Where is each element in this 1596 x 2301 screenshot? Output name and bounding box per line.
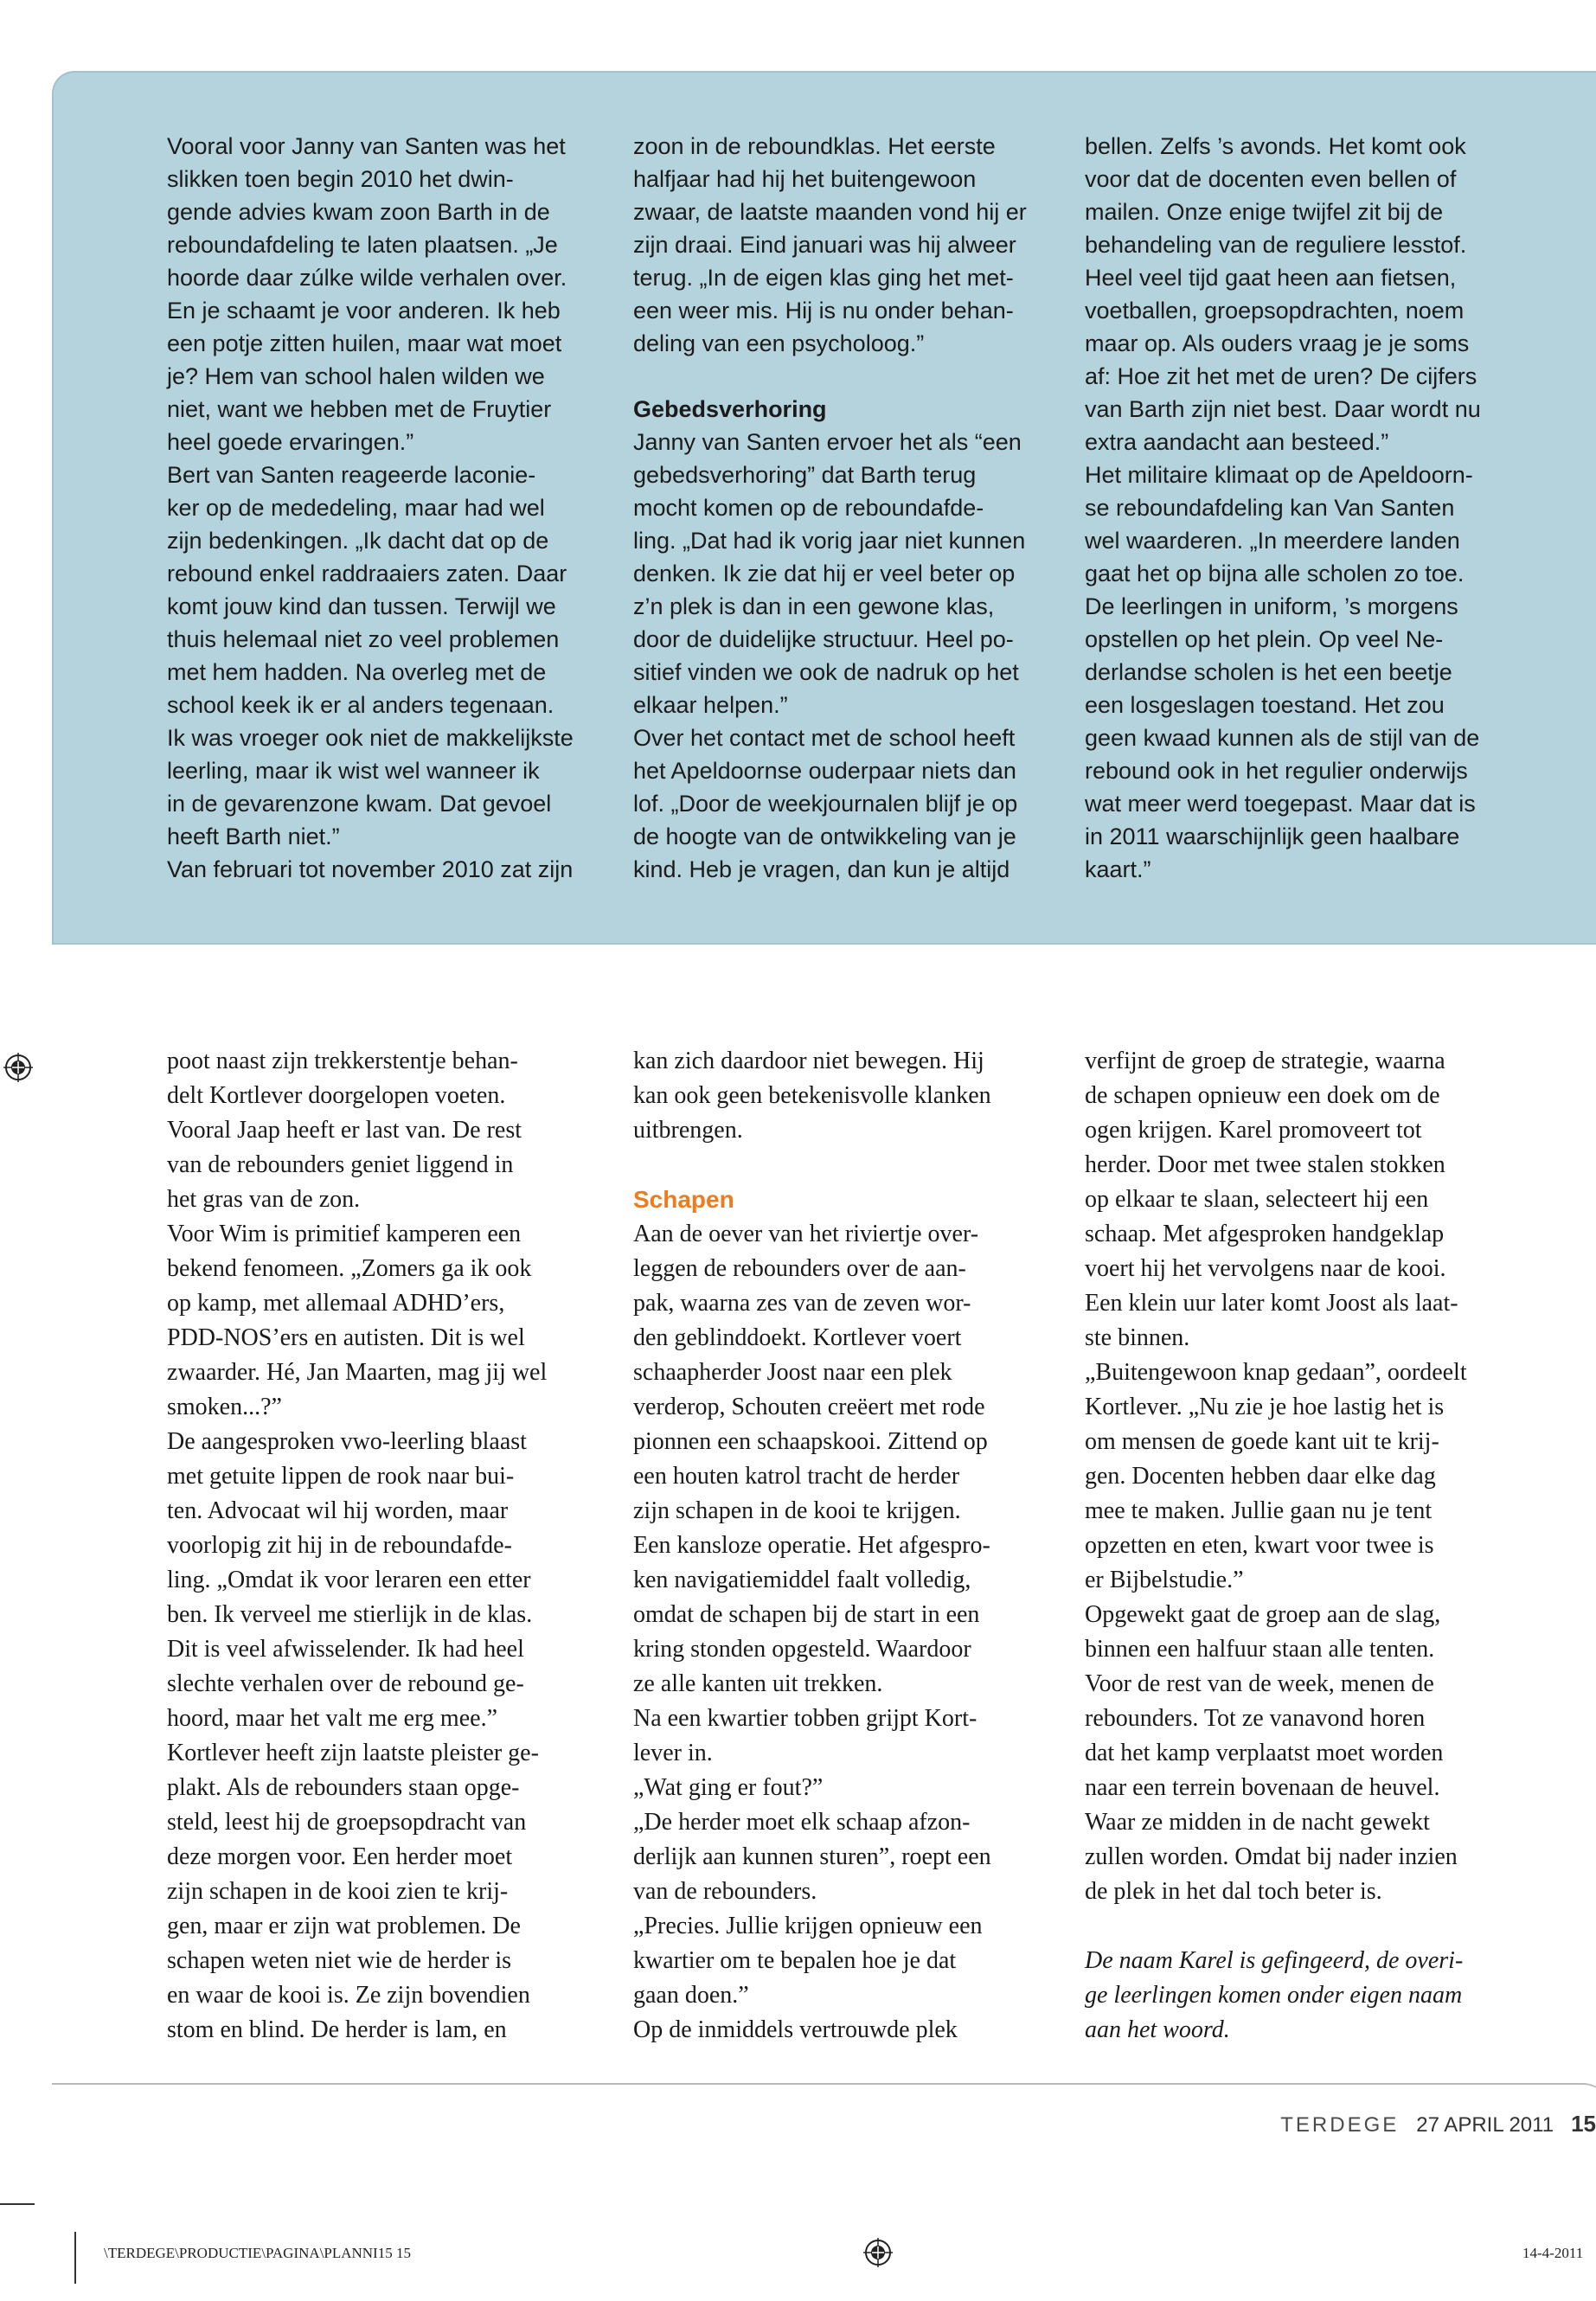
text-line: er Bijbelstudie.” <box>1085 1567 1244 1593</box>
text-line: deze morgen voor. Een herder moet <box>167 1843 513 1870</box>
text-line: gebedsverhoring” dat Barth terug <box>633 462 977 488</box>
text-line: ste binnen. <box>1085 1324 1190 1351</box>
text-line: gende advies kwam zoon Barth in de <box>167 199 550 225</box>
text-line: bellen. Zelfs ’s avonds. Het komt ook <box>1085 133 1466 159</box>
text-line: heel goede ervaringen.” <box>167 429 414 455</box>
text-line: bekend fenomeen. „Zomers ga ik ook <box>167 1255 532 1282</box>
issue-date: 27 APRIL 2011 <box>1416 2113 1554 2137</box>
text-line: gen, maar er zijn wat problemen. De <box>167 1913 521 1939</box>
text-line: halfjaar had hij het buitengewoon <box>633 166 977 192</box>
text-line: kaart.” <box>1085 856 1151 882</box>
text-line: voor dat de docenten even bellen of <box>1085 166 1457 192</box>
registration-mark-icon <box>863 2238 893 2267</box>
text-line: met getuite lippen de rook naar bui- <box>167 1463 515 1490</box>
text-line: schaap. Met afgesproken handgeklap <box>1085 1221 1445 1247</box>
text-line: van de rebounders. <box>633 1878 817 1905</box>
text-line: den geblinddoekt. Kortlever voert <box>633 1324 962 1351</box>
text-line: een losgeslagen toestand. Het zou <box>1085 692 1445 718</box>
text-line: zijn schapen in de kooi te krijgen. <box>633 1497 961 1524</box>
text-line: pionnen een schaapskooi. Zittend op <box>633 1428 988 1455</box>
print-slug-date: 14-4-2011 <box>1522 2245 1584 2261</box>
text-line: „Wat ging er fout?” <box>633 1774 824 1801</box>
text-line: opzetten en eten, kwart voor twee is <box>1085 1532 1434 1559</box>
article-column-2-text-b <box>633 1217 1066 2048</box>
text-line: ling. „Dat had ik vorig jaar niet kunnen <box>633 528 1026 554</box>
text-line: Vooral voor Janny van Santen was het <box>167 133 566 159</box>
article-column-2 <box>633 1044 1066 2048</box>
text-line: op kamp, met allemaal ADHD’ers, <box>167 1290 505 1317</box>
text-line: se reboundafdeling kan Van Santen <box>1085 495 1455 521</box>
text-line: „De herder moet elk schaap afzon- <box>633 1809 971 1836</box>
text-line: rebounders. Tot ze vanavond horen <box>1085 1705 1426 1732</box>
text-line: Kortlever heeft zijn laatste pleister ge- <box>167 1740 539 1766</box>
text-line: kring stonden opgesteld. Waardoor <box>633 1636 971 1663</box>
text-line: de hoogte van de ontwikkeling van je <box>633 824 1016 849</box>
text-line: mocht komen op de reboundafde- <box>633 495 984 521</box>
text-line: met hem hadden. Na overleg met de <box>167 659 547 685</box>
text-line: het gras van de zon. <box>167 1186 361 1213</box>
text-line: pak, waarna zes van de zeven wor- <box>633 1290 971 1317</box>
text-line: z’n plek is dan in een gewone klas, <box>633 593 995 619</box>
text-line: De naam Karel is gefingeerd, de overi- <box>1085 1947 1464 1974</box>
text-line: in de gevarenzone kwam. Dat gevoel <box>167 791 552 817</box>
text-line: ling. „Omdat ik voor leraren een etter <box>167 1567 531 1593</box>
text-line: Waar ze midden in de nacht gewekt <box>1085 1809 1430 1836</box>
text-line: zoon in de reboundklas. Het eerste <box>633 133 996 159</box>
text-line: zullen worden. Omdat bij nader inzien <box>1085 1843 1458 1870</box>
text-line: gaan doen.” <box>633 1982 749 2009</box>
text-line: plakt. Als de rebounders staan opge- <box>167 1774 520 1801</box>
text-line: ten. Advocaat wil hij worden, maar <box>167 1497 509 1524</box>
text-line: niet, want we hebben met de Fruytier <box>167 396 552 422</box>
print-slug-path: \TERDEGE\PRODUCTIE\PAGINA\PLANNI15 15 <box>104 2245 411 2261</box>
text-line: verderop, Schouten creëert met rode <box>633 1394 985 1420</box>
text-line: een weer mis. Hij is nu onder behan- <box>633 298 1014 324</box>
text-line: kwartier om te bepalen hoe je dat <box>633 1947 957 1974</box>
article-column-1 <box>167 1044 599 2048</box>
crop-mark <box>74 2232 76 2284</box>
text-line: Voor Wim is primitief kamperen een <box>167 1221 522 1247</box>
article-footnote <box>1085 1944 1517 2048</box>
text-line: derlijk aan kunnen sturen”, roept een <box>633 1843 991 1870</box>
box-column-2-text-a <box>633 130 1074 360</box>
text-line: af: Hoe zit het met de uren? De cijfers <box>1085 363 1477 389</box>
text-line: En je schaamt je voor anderen. Ik heb <box>167 298 561 324</box>
text-line: gaat het op bijna alle scholen zo toe. <box>1085 561 1465 586</box>
text-line: Het militaire klimaat op de Apeldoorn- <box>1085 462 1473 488</box>
text-line: rebound ook in het regulier onderwijs <box>1085 758 1468 784</box>
text-line: Janny van Santen ervoer het als “een <box>633 429 1022 455</box>
text-line: de schapen opnieuw een doek om de <box>1085 1082 1440 1109</box>
article-column-3-text <box>1085 1044 1517 1909</box>
text-line: PDD-NOS’ers en autisten. Dit is wel <box>167 1324 525 1351</box>
footer-rule <box>52 2083 1596 2111</box>
text-line: een houten katrol tracht de herder <box>633 1463 960 1490</box>
text-line: op elkaar te slaan, selecteert hij een <box>1085 1186 1429 1213</box>
text-line: geen kwaad kunnen als de stijl van de <box>1085 725 1480 751</box>
text-line: van de rebounders geniet liggend in <box>167 1151 514 1178</box>
text-line: Na een kwartier tobben grijpt Kort- <box>633 1705 977 1732</box>
text-line: een potje zitten huilen, maar wat moet <box>167 330 562 356</box>
crop-mark <box>0 2203 35 2205</box>
text-line: zijn draai. Eind januari was hij alweer <box>633 232 1016 258</box>
text-line: dat het kamp verplaatst moet worden <box>1085 1740 1444 1766</box>
text-line: Een kansloze operatie. Het afgespro- <box>633 1532 990 1559</box>
text-line: ze alle kanten uit trekken. <box>633 1670 883 1697</box>
text-line: Voor de rest van de week, menen de <box>1085 1670 1434 1697</box>
article-column-3 <box>1085 1044 1517 2048</box>
text-line: deling van een psycholoog.” <box>633 330 925 356</box>
text-line: aan het woord. <box>1085 2016 1230 2043</box>
box-subheading: Gebedsverhoring <box>633 396 827 422</box>
text-line: school keek ik er al anders tegenaan. <box>167 692 554 718</box>
text-line: wel waarderen. „In meerdere landen <box>1085 528 1460 554</box>
text-line: maar op. Als ouders vraag je je soms <box>1085 330 1470 356</box>
text-line: leerling, maar ik wist wel wanneer ik <box>167 758 540 784</box>
text-line: het Apeldoornse ouderpaar niets dan <box>633 758 1016 784</box>
text-line: rebound enkel raddraaiers zaten. Daar <box>167 561 567 586</box>
magazine-name: TERDEGE <box>1280 2113 1400 2137</box>
text-line: voorlopig zit hij in de reboundafde- <box>167 1532 512 1559</box>
text-line: en waar de kooi is. Ze zijn bovendien <box>167 1982 530 2009</box>
text-line: Over het contact met de school heeft <box>633 725 1016 751</box>
box-column-1 <box>167 130 608 886</box>
box-column-3 <box>1085 130 1526 886</box>
text-line: naar een terrein bovenaan de heuvel. <box>1085 1774 1440 1801</box>
text-line: denken. Ik zie dat hij er veel beter op <box>633 561 1016 586</box>
text-line: schaapherder Joost naar een plek <box>633 1359 952 1386</box>
text-line: in 2011 waarschijnlijk geen haalbare <box>1085 824 1460 849</box>
text-line: mailen. Onze enige twijfel zit bij de <box>1085 199 1444 225</box>
text-line: derlandse scholen is het een beetje <box>1085 659 1452 685</box>
text-line: ge leerlingen komen onder eigen naam <box>1085 1982 1463 2009</box>
text-line: omdat de schapen bij de start in een <box>633 1601 980 1628</box>
article-subheading: Schapen <box>633 1186 734 1213</box>
text-line: kan ook geen betekenisvolle klanken <box>633 1082 991 1109</box>
text-line: voetballen, groepsopdrachten, noem <box>1085 298 1465 324</box>
text-line: elkaar helpen.” <box>633 692 788 718</box>
text-line: steld, leest hij de groepsopdracht van <box>167 1809 527 1836</box>
text-line: Op de inmiddels vertrouwde plek <box>633 2016 958 2043</box>
text-line: Ik was vroeger ook niet de makkelijkste <box>167 725 574 751</box>
text-line: Heel veel tijd gaat heen aan fietsen, <box>1085 265 1457 291</box>
text-line: extra aandacht aan besteed.” <box>1085 429 1389 455</box>
text-line: sitief vinden we ook de nadruk op het <box>633 659 1019 685</box>
text-line: Aan de oever van het riviertje over- <box>633 1221 979 1247</box>
text-line: zwaarder. Hé, Jan Maarten, mag jij wel <box>167 1359 548 1386</box>
page-number: 15 <box>1571 2111 1596 2137</box>
text-line: Van februari tot november 2010 zat zijn <box>167 856 574 882</box>
text-line: De aangesproken vwo-leerling blaast <box>167 1428 527 1455</box>
text-line: kind. Heb je vragen, dan kun je altijd <box>633 856 1010 882</box>
text-line: Bert van Santen reageerde laconie- <box>167 462 536 488</box>
text-line: komt jouw kind dan tussen. Terwijl we <box>167 593 556 619</box>
text-line: om mensen de goede kant uit te krij- <box>1085 1428 1439 1455</box>
text-line: terug. „In de eigen klas ging het met- <box>633 265 1014 291</box>
text-line: lever in. <box>633 1740 713 1766</box>
text-line: „Buitengewoon knap gedaan”, oordeelt <box>1085 1359 1467 1386</box>
text-line: voert hij het vervolgens naar de kooi. <box>1085 1255 1446 1282</box>
text-line: door de duidelijke structuur. Heel po- <box>633 626 1014 652</box>
text-line: stom en blind. De herder is lam, en <box>167 2016 507 2043</box>
text-line: ken navigatiemiddel faalt volledig, <box>633 1567 971 1593</box>
box-column-2-text-b <box>633 426 1074 886</box>
text-line: ogen krijgen. Karel promoveert tot <box>1085 1117 1422 1144</box>
folio <box>1280 2111 1596 2138</box>
text-line: lof. „Door de weekjournalen blijf je op <box>633 791 1018 817</box>
text-line: je? Hem van school halen wilden we <box>167 363 545 389</box>
registration-mark-icon <box>3 1053 33 1082</box>
text-line: poot naast zijn trekkerstentje behan- <box>167 1048 518 1074</box>
text-line: zijn schapen in de kooi zien te krij- <box>167 1878 509 1905</box>
text-line: slechte verhalen over de rebound ge- <box>167 1670 524 1697</box>
text-line: wat meer werd toegepast. Maar dat is <box>1085 791 1476 817</box>
text-line: reboundafdeling te laten plaatsen. „Je <box>167 232 558 258</box>
text-line: Een klein uur later komt Joost als laat- <box>1085 1290 1458 1317</box>
text-line: Vooral Jaap heeft er last van. De rest <box>167 1117 522 1144</box>
text-line: gen. Docenten hebben daar elke dag <box>1085 1463 1436 1490</box>
text-line: thuis helemaal niet zo veel problemen <box>167 626 560 652</box>
text-line: van Barth zijn niet best. Daar wordt nu <box>1085 396 1481 422</box>
text-line: heeft Barth niet.” <box>167 824 340 849</box>
text-line: smoken...?” <box>167 1394 282 1420</box>
text-line: opstellen op het plein. Op veel Ne- <box>1085 626 1444 652</box>
text-line: binnen een halfuur staan alle tenten. <box>1085 1636 1435 1663</box>
box-column-2 <box>633 130 1074 886</box>
text-line: Kortlever. „Nu zie je hoe lastig het is <box>1085 1394 1445 1420</box>
text-line: kan zich daardoor niet bewegen. Hij <box>633 1048 984 1074</box>
text-line: schapen weten niet wie de herder is <box>167 1947 512 1974</box>
text-line: herder. Door met twee stalen stokken <box>1085 1151 1445 1178</box>
text-line: Opgewekt gaat de groep aan de slag, <box>1085 1601 1441 1628</box>
text-line: zijn bedenkingen. „Ik dacht dat op de <box>167 528 549 554</box>
text-line: De leerlingen in uniform, ’s morgens <box>1085 593 1458 619</box>
article-column-2-text-a <box>633 1044 1066 1148</box>
text-line: uitbrengen. <box>633 1117 743 1144</box>
text-line: slikken toen begin 2010 het dwin- <box>167 166 514 192</box>
text-line: ben. Ik verveel me stierlijk in de klas. <box>167 1601 533 1628</box>
text-line: mee te maken. Jullie gaan nu je tent <box>1085 1497 1433 1524</box>
text-line: behandeling van de reguliere lesstof. <box>1085 232 1467 258</box>
text-line: ker op de mededeling, maar had wel <box>167 495 545 521</box>
text-line: leggen de rebounders over de aan- <box>633 1255 966 1282</box>
text-line: de plek in het dal toch beter is. <box>1085 1878 1382 1905</box>
text-line: „Precies. Jullie krijgen opnieuw een <box>633 1913 983 1939</box>
text-line: hoord, maar het valt me erg mee.” <box>167 1705 497 1732</box>
text-line: zwaar, de laatste maanden vond hij er <box>633 199 1027 225</box>
text-line: delt Kortlever doorgelopen voeten. <box>167 1082 506 1109</box>
text-line: verfijnt de groep de strategie, waarna <box>1085 1048 1445 1074</box>
text-line: hoorde daar zúlke wilde verhalen over. <box>167 265 567 291</box>
text-line: Dit is veel afwisselender. Ik had heel <box>167 1636 524 1663</box>
